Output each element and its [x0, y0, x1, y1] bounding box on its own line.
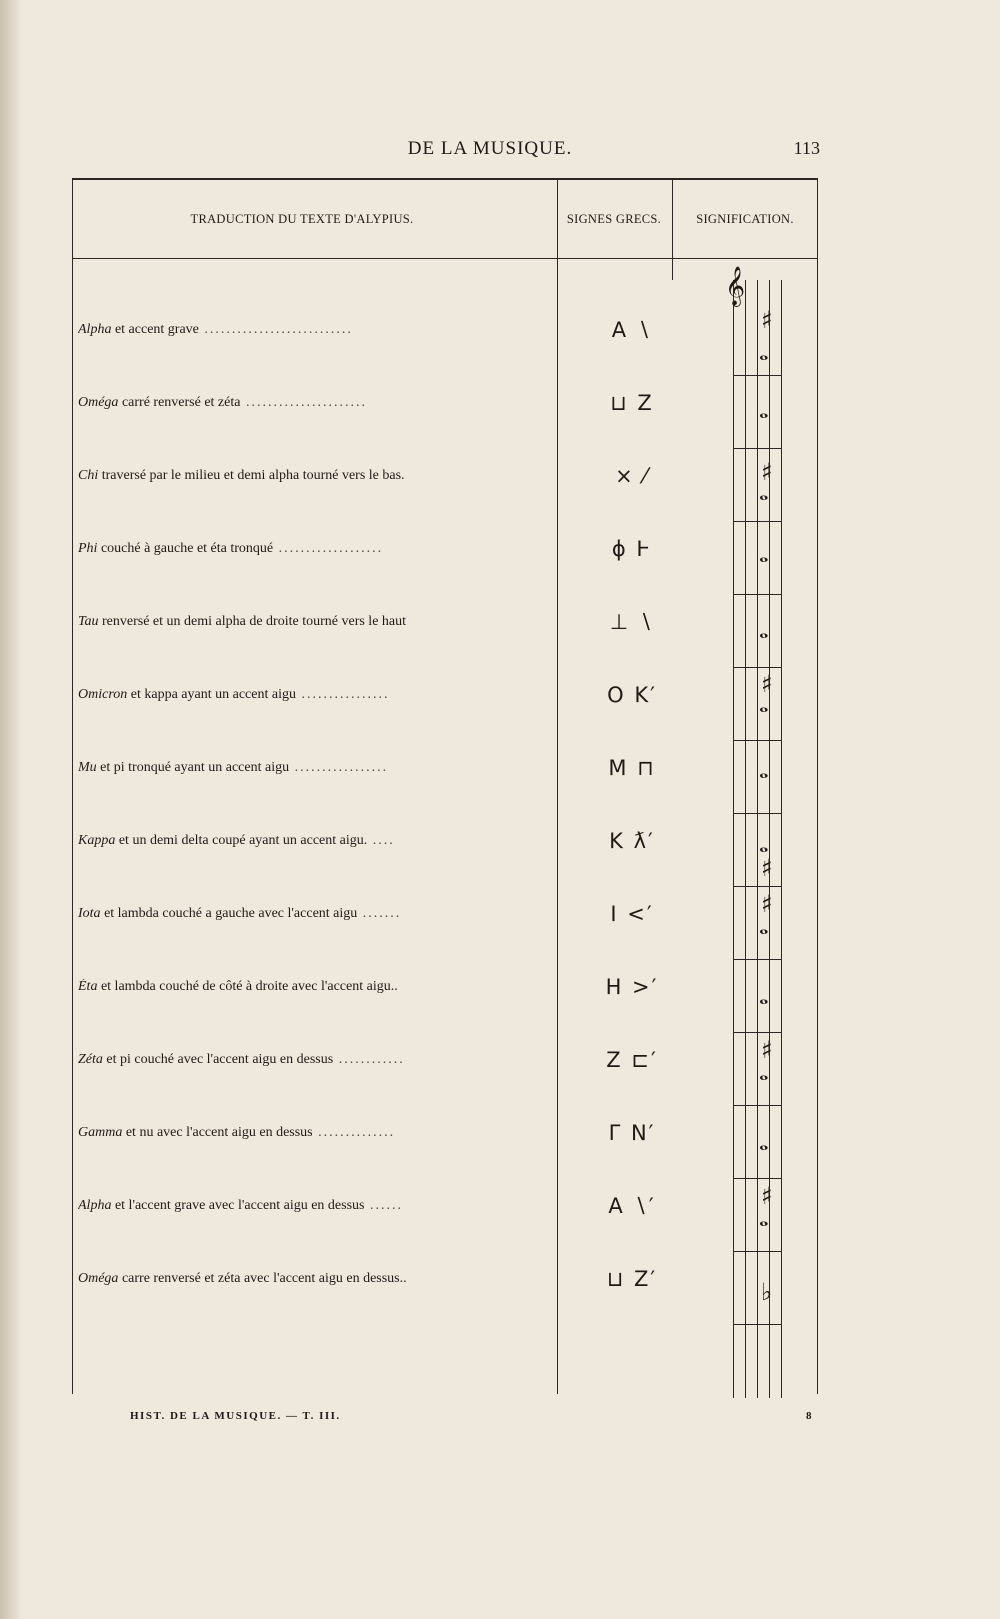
whole-note-icon: 𝅝 — [759, 830, 769, 858]
staff-bar — [733, 667, 781, 668]
whole-note-icon: 𝅝 — [759, 1058, 769, 1086]
signature-mark: 8 — [806, 1410, 812, 1422]
greek-sign: Γ Ν′ — [608, 1121, 656, 1145]
greek-sign: Ι <′ — [610, 902, 654, 926]
row-description: Tau renversé et un demi alpha de droite tourné vers le haut — [78, 614, 407, 629]
sharp-icon: ♯ — [761, 1036, 773, 1064]
flat-icon: ♭ — [761, 1278, 773, 1306]
whole-note-icon: 𝅝 — [759, 1204, 769, 1232]
sharp-icon: ♯ — [761, 306, 773, 334]
row-description: Iota et lambda couché a gauche avec l'accent aigu ....... — [78, 906, 402, 921]
whole-note-icon: 𝅝 — [759, 912, 769, 940]
staff-line — [781, 280, 782, 1398]
staff-bar — [733, 1324, 781, 1325]
table-row — [72, 371, 818, 439]
row-description: Alpha et accent grave ........................... — [78, 322, 353, 337]
running-title: DE LA MUSIQUE. — [407, 138, 573, 159]
staff-bar — [733, 448, 781, 449]
greek-sign: Μ ⊓ — [608, 756, 656, 780]
table-row — [72, 809, 818, 877]
column-header-translation: TRADUCTION DU TEXTE D'ALYPIUS. — [190, 212, 414, 226]
sharp-icon: ♯ — [761, 458, 773, 486]
whole-note-icon: 𝅝 — [759, 478, 769, 506]
greek-sign: ⊔ Ζ — [610, 391, 654, 415]
staff-bar — [733, 959, 781, 960]
whole-note-icon: 𝅝 — [759, 396, 769, 424]
row-description: Gamma et nu avec l'accent aigu en dessus .............. — [78, 1125, 396, 1140]
greek-sign: Ο Κ′ — [607, 683, 657, 707]
whole-note-icon: 𝅝 — [759, 338, 769, 366]
greek-sign: ɸ Ⱶ — [611, 537, 653, 561]
table-row — [72, 955, 818, 1023]
greek-sign: ⊔ Ζ′ — [606, 1267, 658, 1291]
row-description: Phi couché à gauche et éta tronqué ................... — [78, 541, 384, 556]
staff-bar — [733, 1178, 781, 1179]
table-row — [72, 736, 818, 804]
table-row — [72, 517, 818, 585]
table-row — [72, 882, 818, 950]
whole-note-icon: 𝅝 — [759, 690, 769, 718]
greek-sign: Α ∖′ — [608, 1194, 656, 1218]
greek-sign: ⊥ ∖ — [609, 610, 655, 634]
row-description: Zéta et pi couché avec l'accent aigu en dessus ............ — [78, 1052, 405, 1067]
whole-note-icon: 𝅝 — [759, 1128, 769, 1156]
sharp-icon: ♯ — [761, 1182, 773, 1210]
row-description: Chi traversé par le milieu et demi alpha tourné vers le bas. — [78, 468, 405, 483]
staff-bar — [733, 1032, 781, 1033]
header-rule — [72, 258, 817, 259]
alypius-table — [72, 178, 818, 1394]
table-row — [72, 1028, 818, 1096]
greek-sign: Ζ ⊏′ — [606, 1048, 658, 1072]
table-row — [72, 444, 818, 512]
treble-clef-icon: 𝄞 — [725, 266, 746, 306]
staff-bar — [733, 1105, 781, 1106]
table-row — [72, 1101, 818, 1169]
table-row — [72, 1174, 818, 1242]
greek-sign: Η >′ — [605, 975, 659, 999]
page-number: 113 — [793, 138, 820, 158]
book-signature-line: HIST. DE LA MUSIQUE. — T. III. — [130, 1410, 341, 1422]
row-description: Mu et pi tronqué ayant un accent aigu ................. — [78, 760, 389, 775]
sharp-icon: ♯ — [761, 890, 773, 918]
table-row — [72, 590, 818, 658]
whole-note-icon: 𝅝 — [759, 756, 769, 784]
sharp-icon: ♯ — [761, 670, 773, 698]
row-description: Oméga carre renversé et zéta avec l'accent aigu en dessus.. — [78, 1271, 407, 1286]
staff-bar — [733, 740, 781, 741]
row-description: Omicron et kappa ayant un accent aigu ................ — [78, 687, 390, 702]
whole-note-icon: 𝅝 — [759, 982, 769, 1010]
staff-bar — [733, 1251, 781, 1252]
staff-bar — [733, 813, 781, 814]
table-row — [72, 663, 818, 731]
greek-sign: Κ ƛ′ — [609, 829, 655, 853]
greek-sign: Α ∖ — [611, 318, 653, 342]
staff-bar — [733, 521, 781, 522]
row-description: Oméga carré renversé et zéta ...................... — [78, 395, 367, 410]
row-description: Kappa et un demi delta coupé ayant un accent aigu. .... — [78, 833, 395, 848]
signification-staff — [725, 266, 817, 1398]
staff-bar — [733, 594, 781, 595]
page-edge-shadow — [0, 0, 22, 1619]
table-row — [72, 1247, 818, 1315]
greek-sign: × ⁄ — [615, 464, 649, 488]
sharp-icon: ♯ — [761, 854, 773, 882]
row-description: Éta et lambda couché de côté à droite avec l'accent aigu.. — [78, 979, 398, 994]
staff-bar — [733, 886, 781, 887]
column-header-greek-signs: SIGNES GRECS. — [566, 212, 662, 226]
staff-bar — [733, 375, 781, 376]
whole-note-icon: 𝅝 — [759, 616, 769, 644]
column-rule-2 — [672, 180, 673, 280]
column-header-signification: SIGNIFICATION. — [696, 212, 794, 226]
row-description: Alpha et l'accent grave avec l'accent aigu en dessus ...... — [78, 1198, 403, 1213]
whole-note-icon: 𝅝 — [759, 540, 769, 568]
table-row — [72, 298, 818, 366]
